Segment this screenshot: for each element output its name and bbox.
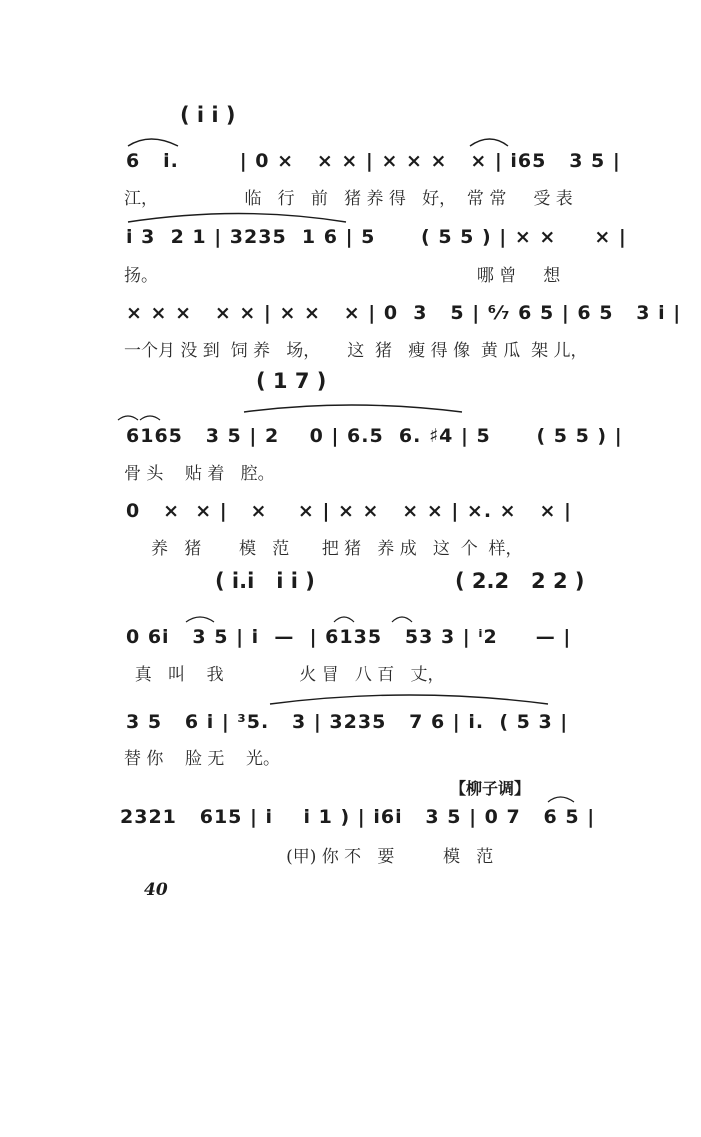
- notation-line: 6165 3 5 | 2 0 | 6.5 6. ♯4 | 5 ( 5 5 ) |: [126, 425, 623, 447]
- lyric-line: 扬。 哪 曾 想: [124, 266, 561, 286]
- lyric-line: 一个月 没 到 饲 养 场， 这 猪 瘦 得 像 黄 瓜 架 儿，: [124, 341, 588, 361]
- slur-arc: [334, 617, 354, 622]
- slur-arc: [548, 797, 574, 802]
- intro-parenthetical: ( i i ): [180, 103, 236, 127]
- lyric-line: 江， 临 行 前 猪 养 得 好， 常 常 受 表: [124, 189, 573, 209]
- slur-arc: [244, 405, 462, 412]
- intro-parenthetical: ( 1 7 ): [256, 369, 327, 393]
- notation-line: 0 × × | × × | × × × × | ×. × × |: [126, 500, 572, 522]
- slur-arc: [140, 416, 160, 420]
- lyric-line: 替 你 脸 无 光。: [124, 749, 281, 769]
- notation-line: 0 6i 3 5 | i — | 6135 53 3 | ⁱ2 — |: [126, 626, 572, 648]
- slur-arc: [118, 416, 138, 420]
- slur-arc: [392, 617, 412, 622]
- tune-label: 【柳子调】: [450, 779, 531, 798]
- slur-arc: [128, 214, 346, 223]
- slur-arc: [270, 695, 548, 704]
- page-number: 40: [144, 880, 168, 900]
- intro-parenthetical: ( 2.2 2 2 ): [455, 569, 585, 593]
- notation-line: × × × × × | × × × | 0 3 5 | ⁶⁄₇ 6 5 | 6 5 3 i |: [126, 302, 682, 324]
- intro-parenthetical: ( i.i i i ): [215, 569, 315, 593]
- notation-line: i 3 2 1 | 3235 1 6 | 5 ( 5 5 ) | × × × |: [126, 226, 627, 248]
- notation-line: 3 5 6 i | ³5. 3 | 3235 7 6 | i. ( 5 3 |: [126, 711, 569, 733]
- lyric-line: 养 猪 模 范 把 猪 养 成 这 个 样，: [124, 539, 523, 559]
- notation-line: 6 i. | 0 × × × | × × × × | i65 3 5 |: [126, 150, 621, 172]
- lyric-line: 真 叫 我 火 冒 八 百 丈，: [124, 665, 445, 685]
- lyric-line: 骨 头 贴 着 腔。: [124, 464, 275, 484]
- lyric-line: (甲) 你 不 要 模 范: [124, 847, 494, 867]
- slur-arc: [128, 139, 178, 146]
- slur-arc: [186, 617, 214, 622]
- notation-line: 2321 615 | i i 1 ) | i6i 3 5 | 0 7 6 5 |: [120, 806, 596, 828]
- slur-arc: [470, 139, 508, 146]
